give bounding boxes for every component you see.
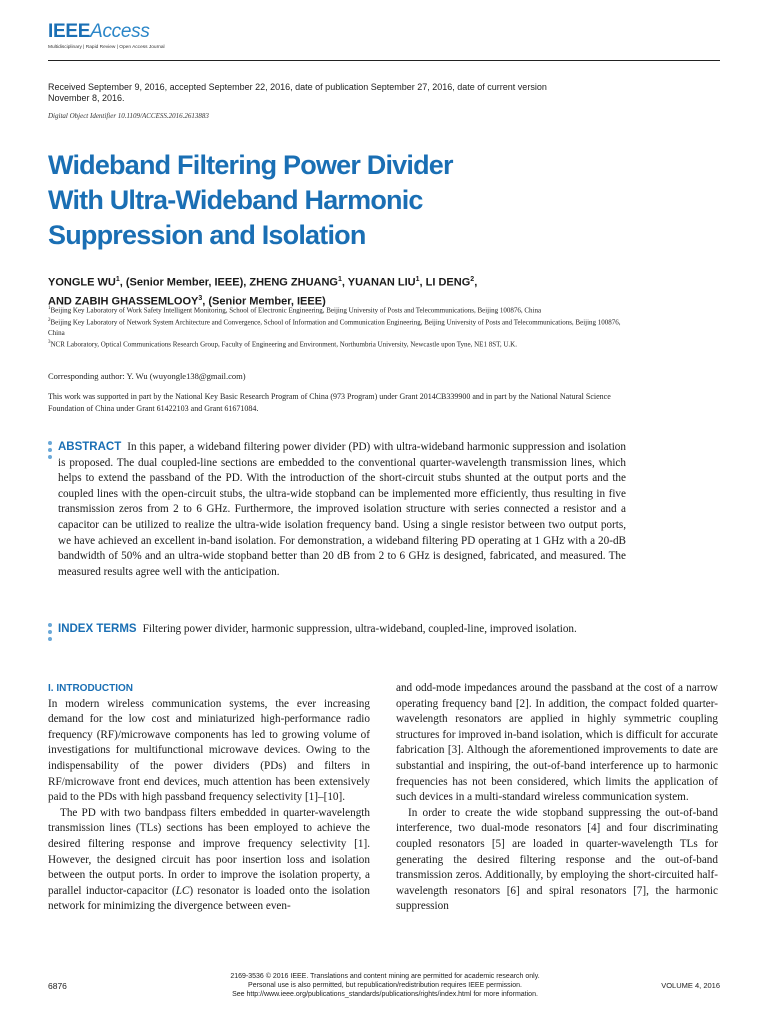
title-line-2: With Ultra-Wideband Harmonic xyxy=(48,185,423,215)
body-column-left xyxy=(48,681,370,915)
index-dots-icon xyxy=(48,623,54,644)
title-line-3: Suppression and Isolation xyxy=(48,220,366,250)
author-suffix: , (Senior Member, IEEE), xyxy=(119,276,250,289)
page-number: 6876 xyxy=(48,981,67,991)
paragraph xyxy=(48,806,370,915)
affiliation-sup: 1 xyxy=(48,306,51,311)
paragraph: and odd-mode impedances around the passband at the cost of a narrow operating frequency band [2]. In addition, the compact folded quarter-wavelength resonators are applied in highly symmetric coupling structures for improved in-band isolation, which is difficult for accurate fabrication [3]. Although the aforementioned improvements to date are substantial and inspiring, the out-of-band interference up to harmonic frequencies has not been considered, which limits the application of such devices in a multi-standard wireless communication system. xyxy=(396,682,718,804)
affiliation-text: Beijing Key Laboratory of Work Safety Intelligent Monitoring, School of Electronic Engineering, Beijing University of Posts and Telecommunications, Beijing 100876, China xyxy=(50,306,542,315)
author-sup: 3 xyxy=(198,294,203,302)
license-line-3: See http://www.ieee.org/publications_standards/publications/rights/index.html for more information. xyxy=(232,991,538,998)
affiliation-sup: 3 xyxy=(48,340,51,346)
paper-title xyxy=(48,148,608,253)
author-suffix: , xyxy=(474,276,478,289)
author-name: YONGLE WU xyxy=(48,276,116,289)
affiliation-text: Beijing Key Laboratory of Network System Architecture and Convergence, School of Information and Communication Engineering, Beijing University of Posts and Telecommunications, Beijing 100876, China xyxy=(48,318,621,337)
header-rule xyxy=(48,60,720,61)
abstract-text: In this paper, a wideband filtering power divider (PD) with ultra-wideband harmonic suppression and isolation is proposed. The dual coupled-line sections are embedded to the conventional quarter-wavelength transmission lines, which helps to extend the passband of the PD. With the introduction of the short-circuit stubs shunted at the output ports and the coupled lines with the open-circuit stubs, the ultra-wide stopband can be implemented more efficiently, thus resulting in five transmission zeros from 2 to 6 GHz. Furthermore, the improved isolation structure with series connected a resistor and a capacitor can be utilized to realize the ultra-wide isolation frequency band. Using a single resistor between two output ports, we have achieved an excellent in-band isolation. For demonstration, a wideband filtering PD operating at 1 GHz with a 20-dB bandwidth of 50% and an ultra-wide stopband better than 20 dB from 2 to 6 GHz is designed, fabricated, and measured. The measured results agree well with the anticipation. xyxy=(58,441,626,578)
author-sup: 1 xyxy=(115,276,120,283)
author-name: AND ZABIH GHASSEMLOOY xyxy=(48,295,199,308)
index-terms-label: INDEX TERMS xyxy=(58,623,137,635)
body-column-right xyxy=(396,681,718,915)
author-suffix: , xyxy=(341,276,348,289)
index-terms xyxy=(58,622,626,638)
paragraph-text: The PD with two bandpass filters embedded in quarter-wavelength transmission lines (TLs) sections has been employed to achieve the desired filtering response and improve frequency selectivity [1]. However, the designed circuit has poor insertion loss and isolation between the output ports. In order to improve the isolation property, a parallel inductor-capacitor ( xyxy=(48,806,370,897)
lc-symbol: LC xyxy=(175,884,190,897)
author-name: YUANAN LIU xyxy=(347,276,416,289)
abstract-label: ABSTRACT xyxy=(58,441,122,453)
affiliation-1 xyxy=(48,304,628,316)
abstract-dots-icon xyxy=(48,441,54,462)
logo-tagline: Multidisciplinary | Rapid Review | Open Access Journal xyxy=(48,45,165,50)
author-sup: 1 xyxy=(415,276,420,283)
affiliation-text: NCR Laboratory, Optical Communications Research Group, Faculty of Engineering and Environment, Northumbria University, Newcastle upon Tyne, NE1 8ST, U.K. xyxy=(50,340,517,349)
volume-info: VOLUME 4, 2016 xyxy=(661,981,720,990)
title-line-1: Wideband Filtering Power Divider xyxy=(48,150,453,180)
author-sup: 1 xyxy=(337,276,342,283)
logo-ieee: IEEE xyxy=(48,21,91,42)
paragraph: In modern wireless communication systems, the ever increasing demand for the low cost and miniaturized high-performance radio frequency (RF)/microwave components has led to growing volume of investigations for multifunctional microwave devices. Owing to the indispensability of the power dividers (PDs) and filters in RF/microwave front end devices, much attention has been extensively paid to the PDs with high passband frequency selectivity [1]–[10]. xyxy=(48,697,370,804)
affiliations xyxy=(48,304,628,350)
affiliation-sup: 2 xyxy=(48,317,51,323)
logo-access: Access xyxy=(90,21,150,42)
abstract xyxy=(58,440,626,580)
author-name: ZHENG ZHUANG xyxy=(249,276,338,289)
license-line-1: 2169-3536 © 2016 IEEE. Translations and content mining are permitted for academic research only. xyxy=(230,973,540,980)
author-suffix: , (Senior Member, IEEE) xyxy=(202,295,326,308)
author-sup: 2 xyxy=(470,276,475,283)
affiliation-3 xyxy=(48,338,628,350)
journal-logo xyxy=(48,22,165,50)
received-dates: Received September 9, 2016, accepted September 22, 2016, date of publication September 27, 2016, date of current version November 8, 2016. xyxy=(48,82,547,103)
funding-statement: This work was supported in part by the National Key Basic Research Program of China (973 Program) under Grant 2014CB339900 and in part by the National Natural Science Foundation of China under Grant 61422103 and Grant 61671084. xyxy=(48,392,611,413)
license-line-2: Personal use is also permitted, but republication/redistribution requires IEEE permission. xyxy=(248,982,522,989)
index-terms-text: Filtering power divider, harmonic suppression, ultra-wideband, coupled-line, improved isolation. xyxy=(142,623,577,635)
paragraph-text: ) resonator is loaded onto the isolation network for minimizing the divergence between even- xyxy=(48,884,370,913)
section-heading: I. INTRODUCTION xyxy=(48,683,133,694)
doi: Digital Object Identifier 10.1109/ACCESS.2016.2613883 xyxy=(48,112,209,120)
corresponding-author: Corresponding author: Y. Wu (wuyongle138@gmail.com) xyxy=(48,371,246,381)
license-notice xyxy=(190,972,580,999)
affiliation-2 xyxy=(48,316,628,338)
author-suffix: , xyxy=(419,276,426,289)
author-name: LI DENG xyxy=(425,276,471,289)
logo-wordmark xyxy=(48,22,165,42)
paragraph: In order to create the wide stopband suppressing the out-of-band interference, two dual-mode resonators [4] and four discriminating coupled resonators [5] are loaded in quarter-wavelength TLs for generating the desired filtering response and the out-of-band transmission zeros. Additionally, by employing the short-circuited half-wavelength resonators [6] and spiral resonators [7], the harmonic suppression xyxy=(396,806,718,913)
